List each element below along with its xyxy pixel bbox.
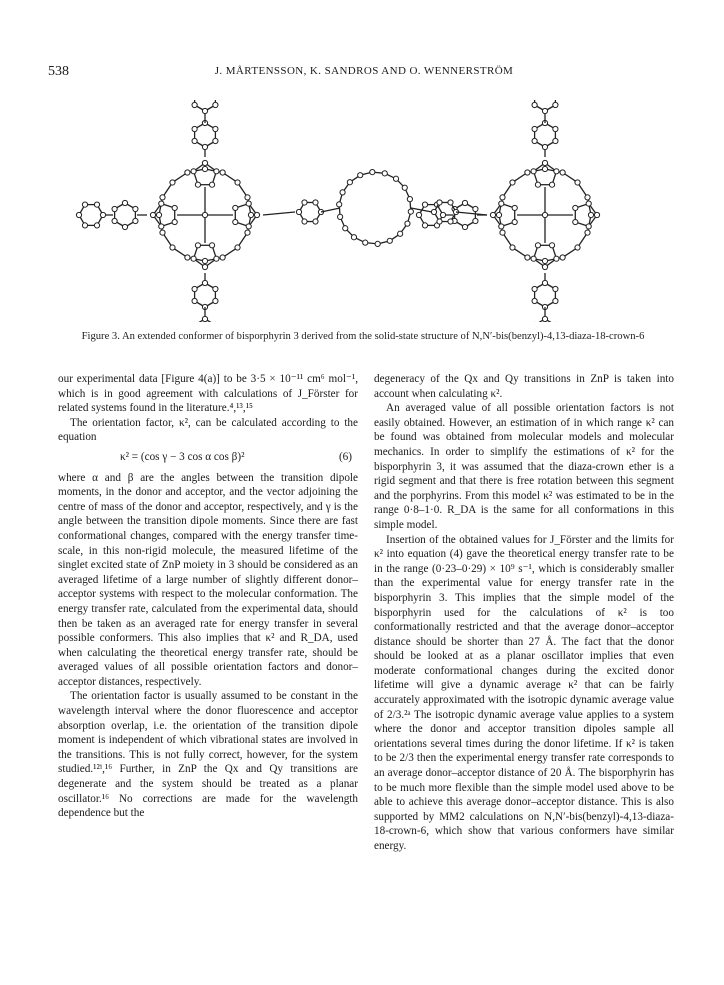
paragraph: our experimental data [Figure 4(a)] to be 3·5 × 10⁻¹¹ cm⁶ mol⁻¹, which is in good agreement with calculations of J_Förster for related systems found in the literature.⁴,¹³,¹⁵ [58,373,358,415]
equation-6 [58,450,358,465]
paragraph: The orientation factor is usually assumed to be constant in the wavelength interval where the donor fluorescence and acceptor absorption overlap, i.e. the orientation of the transition dipole moment is independent of which vibrational states are involved in the transitions. This is not fully correct, however, for the system studied.¹²ⁱ,¹⁶ Further, in ZnP the Qx and Qy transitions are degenerate and the system should be treated as a planar oscillator.¹⁶ No corrections are made for the wavelength dependence but the [58,690,358,820]
page-header [48,64,680,84]
molecular-structure-figure [40,100,690,322]
left-column [58,372,358,821]
right-column [374,372,674,854]
equation-text: κ² = (cos γ − 3 cos α cos β)² [120,450,245,463]
paragraph: degeneracy of the Qx and Qy transitions in ZnP is taken into account when calculating κ². [374,373,674,400]
equation-number: (6) [338,450,352,463]
paragraph: The orientation factor, κ², can be calculated according to the equation [58,416,358,444]
page-number: 538 [48,64,69,79]
paragraph: An averaged value of all possible orientation factors is not easily obtained. However, an estimation of in which range κ² can be found was obtained from molecular models and molecular mechanics. In order to simplify the estimations of κ² for the bisporphyrin 3, it was assumed that the diaza-crown ether is a rigid segment and that there is free rotation between this segment and the porphyrins. From this model κ² was estimated to be in the range 0·8–1·0. R_DA is the same for all conformations in this simple model. [374,402,674,531]
paragraph: where α and β are the angles between the transition dipole moments, in the donor and acceptor, and the vector adjoining the centre of mass of the donor and acceptor, respectively, and γ is the angle between the transition dipole moments. Since there are fast conformational changes, compared with the energy transfer time-scale, in this non-rigid molecule, the measured lifetime of the singlet excited state of ZnP moiety in 3 should be considered as an averaged lifetime of a large number of slightly different donor–acceptor systems with respect to the molecular conformation. The energy transfer rate, calculated from the experimental data, should then be taken as an averaged rate for energy transfer in several possible conformers. This also implies that κ² and R_DA, used when calculating the theoretical energy transfer rate, should be averaged values of all possible orientation factors and donor–acceptor distances, respectively. [58,471,358,688]
figure-caption: Figure 3. An extended conformer of bisporphyrin 3 derived from the solid-state structure of N,N′-bis(benzyl)-4,13-diaza-18-crown-6 [81,331,645,342]
paragraph: Insertion of the obtained values for J_Förster and the limits for κ² into equation (4) gave the theoretical energy transfer rate to be in the range (0·23–0·29) × 10⁹ s⁻¹, which is considerably smaller than the experimental value for energy transfer rate in the bisporphyrin 3. This implies that the simple model of the bisporphyrin used for the calculations of κ² is too conformationally restricted and that the average donor–acceptor distance should be shorter than 27 Å. The fact that the donor should be looked at as a planar oscillator implies that even moderate conformational changes during the excited donor lifetime will give a dynamic average κ² that can be fairly accurately approximated with the isotropic dynamic average value of 2/3.²ᵃ The isotropic dynamic average value applies to a system where the donor and acceptor transition dipoles sample all orientations several times during the donor lifetime. If κ² is taken to be 2/3 then the experimental energy transfer rate corresponds to an average donor–acceptor distance of 20 Å. The bisporphyrin has to be much more flexible than the simple model used above to be able to achieve this average donor–acceptor distance. This is also supported by MM2 calculations on N,N′-bis(benzyl)-4,13-diaza-18-crown-6, which show that various conformers have similar energy. [374,533,674,852]
running-head: J. MÅRTENSSON, K. SANDROS AND O. WENNERSTRÖM [214,65,514,77]
